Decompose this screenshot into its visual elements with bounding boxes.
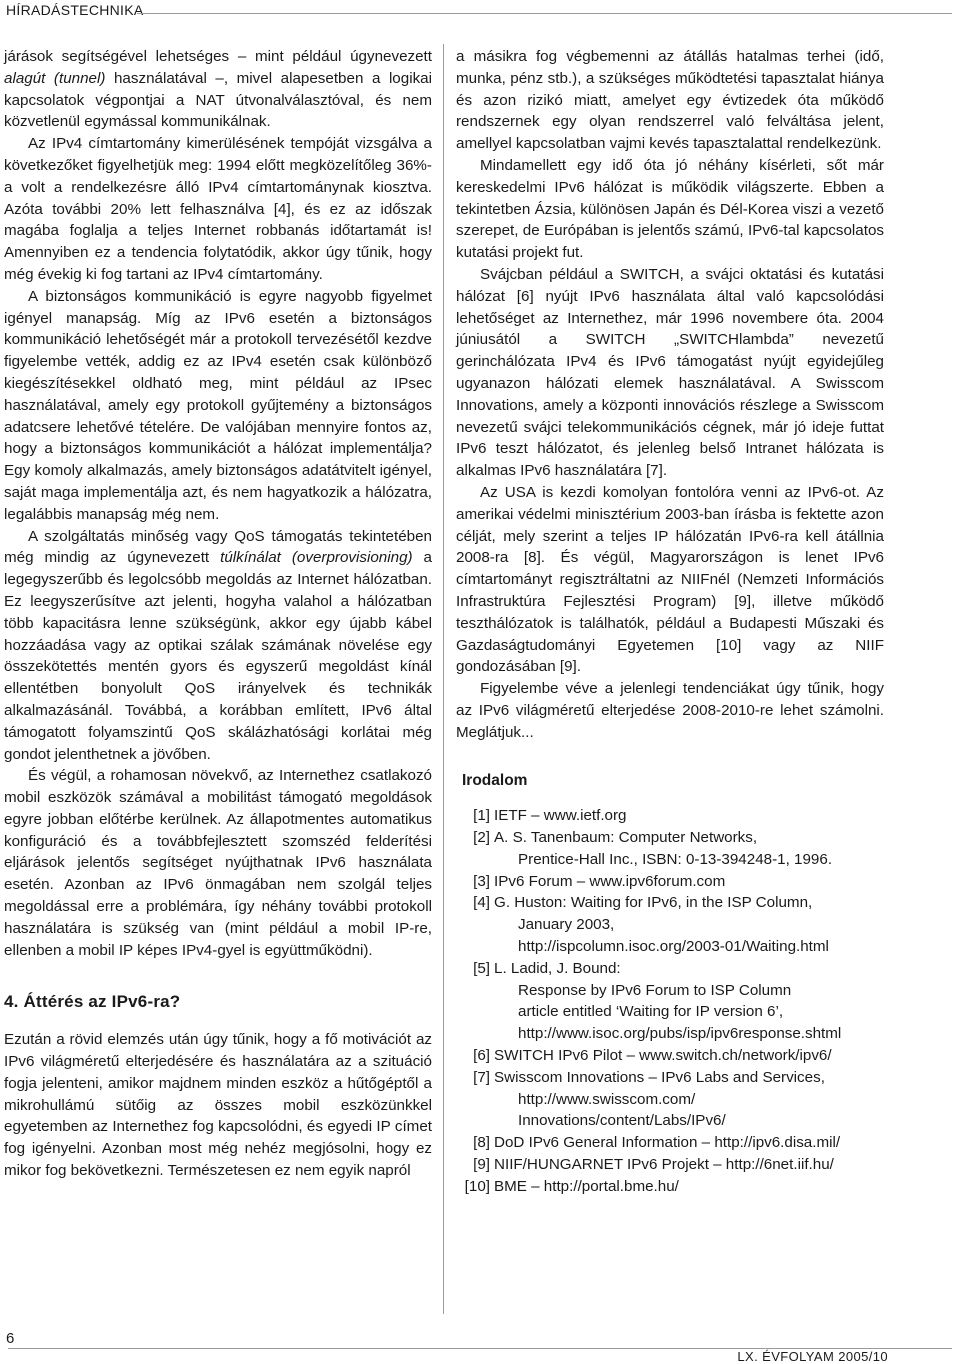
reference-number: [8]	[473, 1134, 490, 1152]
reference-item	[456, 871, 884, 893]
reference-text: SWITCH IPv6 Pilot – www.switch.ch/network/ipv6/	[494, 1047, 832, 1065]
reference-text: BME – http://portal.bme.hu/	[494, 1177, 679, 1195]
reference-number: [6]	[473, 1047, 490, 1065]
reference-text: A. S. Tanenbaum: Computer Networks,	[494, 829, 758, 847]
reference-item	[456, 958, 884, 1045]
paragraph: Ezután a rövid elemzés után úgy tűnik, hogy a fő motivációt az IPv6 világméretű elterjedésére és használatára az a szituáció fogja jelenteni, amikor majdnem minden eszköz a hűtőgéptől a mikrohullámú sütőig az összes mobil eszközünkkel egyetemben az Internethez fog kapcsolódni, és egyedi IP címet fog igényelni. Azonban most még nehéz megjósolni, hogy ez mikor fog bekövetkezni. Természetesen ez nem egyik napról	[4, 1031, 432, 1180]
reference-text: Innovations/content/Labs/IPv6/	[518, 1112, 726, 1130]
reference-number: [3]	[473, 872, 490, 890]
reference-item	[456, 1067, 884, 1132]
reference-item	[456, 1045, 884, 1067]
paragraph: a másikra fog végbemenni az átállás hatalmas terhei (idő, munka, pénz stb.), a szükséges működtetési tapasztalat hiánya és azon rizikó miatt, amelyet egy évtizedek óta működő rendszernek egy olyan rendszerrel való felváltása jelent, amellyel kapcsolatban vajmi kevés tapasztalattal rendelkezünk.	[456, 48, 884, 153]
reference-number: [5]	[473, 959, 490, 977]
reference-number: [7]	[473, 1068, 490, 1086]
reference-text: DoD IPv6 General Information – http://ipv6.disa.mil/	[494, 1134, 841, 1152]
reference-text: Swisscom Innovations – IPv6 Labs and Services,	[494, 1068, 825, 1086]
page-number: 6	[6, 1330, 15, 1347]
section-header: HÍRADÁSTECHNIKA	[6, 2, 144, 18]
reference-text: L. Ladid, J. Bound:	[494, 959, 621, 977]
reference-text: http://www.swisscom.com/	[518, 1090, 696, 1108]
left-column	[4, 46, 432, 1182]
paragraph: A biztonságos kommunikáció is egyre nagyobb figyelmet igényel manapság. Míg az IPv6 esetén a biztonságos kommunikáció lehetőségét már a protokoll tervezésétől kezdve figyelembe vették, addig ez az IPv4 esetén csak különböző kiegészítésekkel oldható meg, mint például az IPsec használatával, amely egy protokoll gyűjtemény a biztonságos adatcsere lehetővé tételére. De valójában mennyire fontos az, hogy a biztonságos kommunikációt a hálózat implementálja? Egy komoly alkalmazás, amely biztonságos adatátvitelt igényel, saját maga implementálja azt, és nem hagyatkozik a hálózatra, legalábbis manapság még nem.	[4, 287, 432, 523]
header-rule	[137, 13, 952, 14]
reference-text: Prentice-Hall Inc., ISBN: 0-13-394248-1, 1996.	[518, 850, 833, 868]
section-heading: 4. Áttérés az IPv6-ra?	[4, 992, 181, 1012]
reference-text: http://ispcolumn.isoc.org/2003-01/Waiting.html	[518, 938, 829, 956]
reference-text: G. Huston: Waiting for IPv6, in the ISP Column,	[494, 894, 813, 912]
reference-number: [9]	[473, 1156, 490, 1174]
paragraph: Az USA is kezdi komolyan fontolóra venni az IPv6-ot. Az amerikai védelmi minisztérium 2003-ban írásba is fektette azon célját, mely szerint a teljes IP hálózatán IPv6-ra kell átállnia 2008-ra [8]. És végül, Magyarországon is lenet IPv6 címtartományt regisztráltatni az NIIFnél (Nemzeti Információs Infrastruktúra Fejlesztési Program) [9], illetve működő teszthálózatok is találhatók, például a Budapesti Műszaki és Gazdaságtudományi Egyetemen [10] vagy az NIIF gondozásában [9].	[456, 483, 884, 676]
paragraph: Svájcban például a SWITCH, a svájci oktatási és kutatási hálózat [6] nyújt IPv6 használata által való kapcsolódási lehetőséget az Internethez, már 1996 novembere óta. 2004 júniusától a SWITCH „SWITCHlambda” nevezetű gerinchálózata IPv4 és IPv6 támogatást nyújt egyidejűleg ugyanazon hálózati elemek használatával. A Swisscom Innovations, amely a központi innovációs részlege a Swisscom nevezetű svájci telekommunikációs cégnek, már jó ideje futtat IPv6 teszt hálózatot, és jelenleg belső Intranet hálózata is alkalmas IPv6 használatára [7].	[456, 265, 884, 480]
reference-text: January 2003,	[518, 916, 615, 934]
reference-item	[456, 1154, 884, 1176]
paragraph: járások segítségével lehetséges – mint például úgynevezett alagút (tunnel) használatával –, mivel alapesetben a logikai kapcsolatok végpontjai a NAT útvonalválasztóval, és nem közvetlenül egymással kommunikálnak.	[4, 48, 432, 131]
reference-text: IETF – www.ietf.org	[494, 807, 627, 825]
paragraph: A szolgáltatás minőség vagy QoS támogatás tekintetében még mindig az úgynevezett túlkínálat (overprovisioning) a legegyszerűbb és legolcsóbb megoldás az Internet hálózatban. Ez leegyszerűsítve azt jelenti, hogyha valahol a hálózatban több kapacitásra lenne szükségünk, akkor egy újabb kábel hozzáadása vagy az optikai szálak számának növelése egy összekötettés mentén gyors és egyszerű megoldást kínál ellentétben bonyolult QoS irányelvek és technikák alkalmazásánál. Továbbá, a korábban említett, IPv6 által támogatott folyamszintű QoS skálázhatósági korlátai még gondot jelenthetnek a jövőben.	[4, 527, 432, 763]
references-list	[456, 805, 884, 1197]
reference-item	[456, 805, 884, 827]
reference-text: http://www.isoc.org/pubs/isp/ipv6response.shtml	[518, 1025, 842, 1043]
reference-text: Response by IPv6 Forum to ISP Column	[518, 981, 792, 999]
reference-text: IPv6 Forum – www.ipv6forum.com	[494, 872, 726, 890]
reference-item	[456, 827, 884, 871]
reference-item	[456, 1176, 884, 1198]
column-divider	[443, 44, 444, 1314]
reference-item	[456, 892, 884, 957]
reference-item	[456, 1132, 884, 1154]
reference-text: article entitled ‘Waiting for IP version 6’,	[518, 1003, 784, 1021]
reference-text: NIIF/HUNGARNET IPv6 Projekt – http://6net.iif.hu/	[494, 1156, 834, 1174]
references-heading: Irodalom	[462, 771, 528, 789]
reference-number: [2]	[473, 829, 490, 847]
reference-number: [1]	[473, 807, 490, 825]
paragraph: Figyelembe véve a jelenlegi tendenciákat úgy tűnik, hogy az IPv6 világméretű elterjedése 2008-2010-re lehet számolni. Meglátjuk...	[456, 680, 884, 741]
paragraph: Az IPv4 címtartomány kimerülésének tempóját vizsgálva a következőket figyelhetjük meg: 1994 előtt megközelítőleg 36%-a volt a rendelkezésre álló IPv4 címtartománynak kiosztva. Azóta további 20% lett felhasználva [4], és ez az időszak magába foglalja a teljes Internet robbanás időtartamát is! Amennyiben ez a tendencia folytatódik, akkor úgy tűnik, hogy még évekig ki fog tartani az IPv4 címtartomány.	[4, 135, 432, 283]
volume-label: LX. ÉVFOLYAM 2005/10	[737, 1349, 888, 1364]
paragraph: Mindamellett egy idő óta jó néhány kísérleti, sőt már kereskedelmi IPv6 hálózat is működik világszerte. Ebben a tekintetben Ázsia, különösen Japán és Dél-Korea viszi a vezető szerepet, de Európában is jelentős számú, IPv6-tal kapcsolatos kutatási projekt fut.	[456, 156, 884, 262]
reference-number: [4]	[473, 894, 490, 912]
right-column	[456, 46, 884, 1198]
paragraph: És végül, a rohamosan növekvő, az Internethez csatlakozó mobil eszközök számával a mobilitást támogató megoldások egyre jobban előtérbe kerülnek. Az állapotmentes automatikus konfiguráció és a továbbfejlesztett szomszéd felderítési eljárások jelentős segítséget nyújthatnak IPv6 használata esetén. Azonban az IPv6 önmagában nem szolgál teljes megoldással erre a problémára, így néhány további protokoll használatára is szükség van (mint például a mobil IP-re, ellenben a mobil IP képes IPv4-gyel is együttműködni).	[4, 767, 432, 959]
reference-number: [10]	[464, 1177, 490, 1195]
